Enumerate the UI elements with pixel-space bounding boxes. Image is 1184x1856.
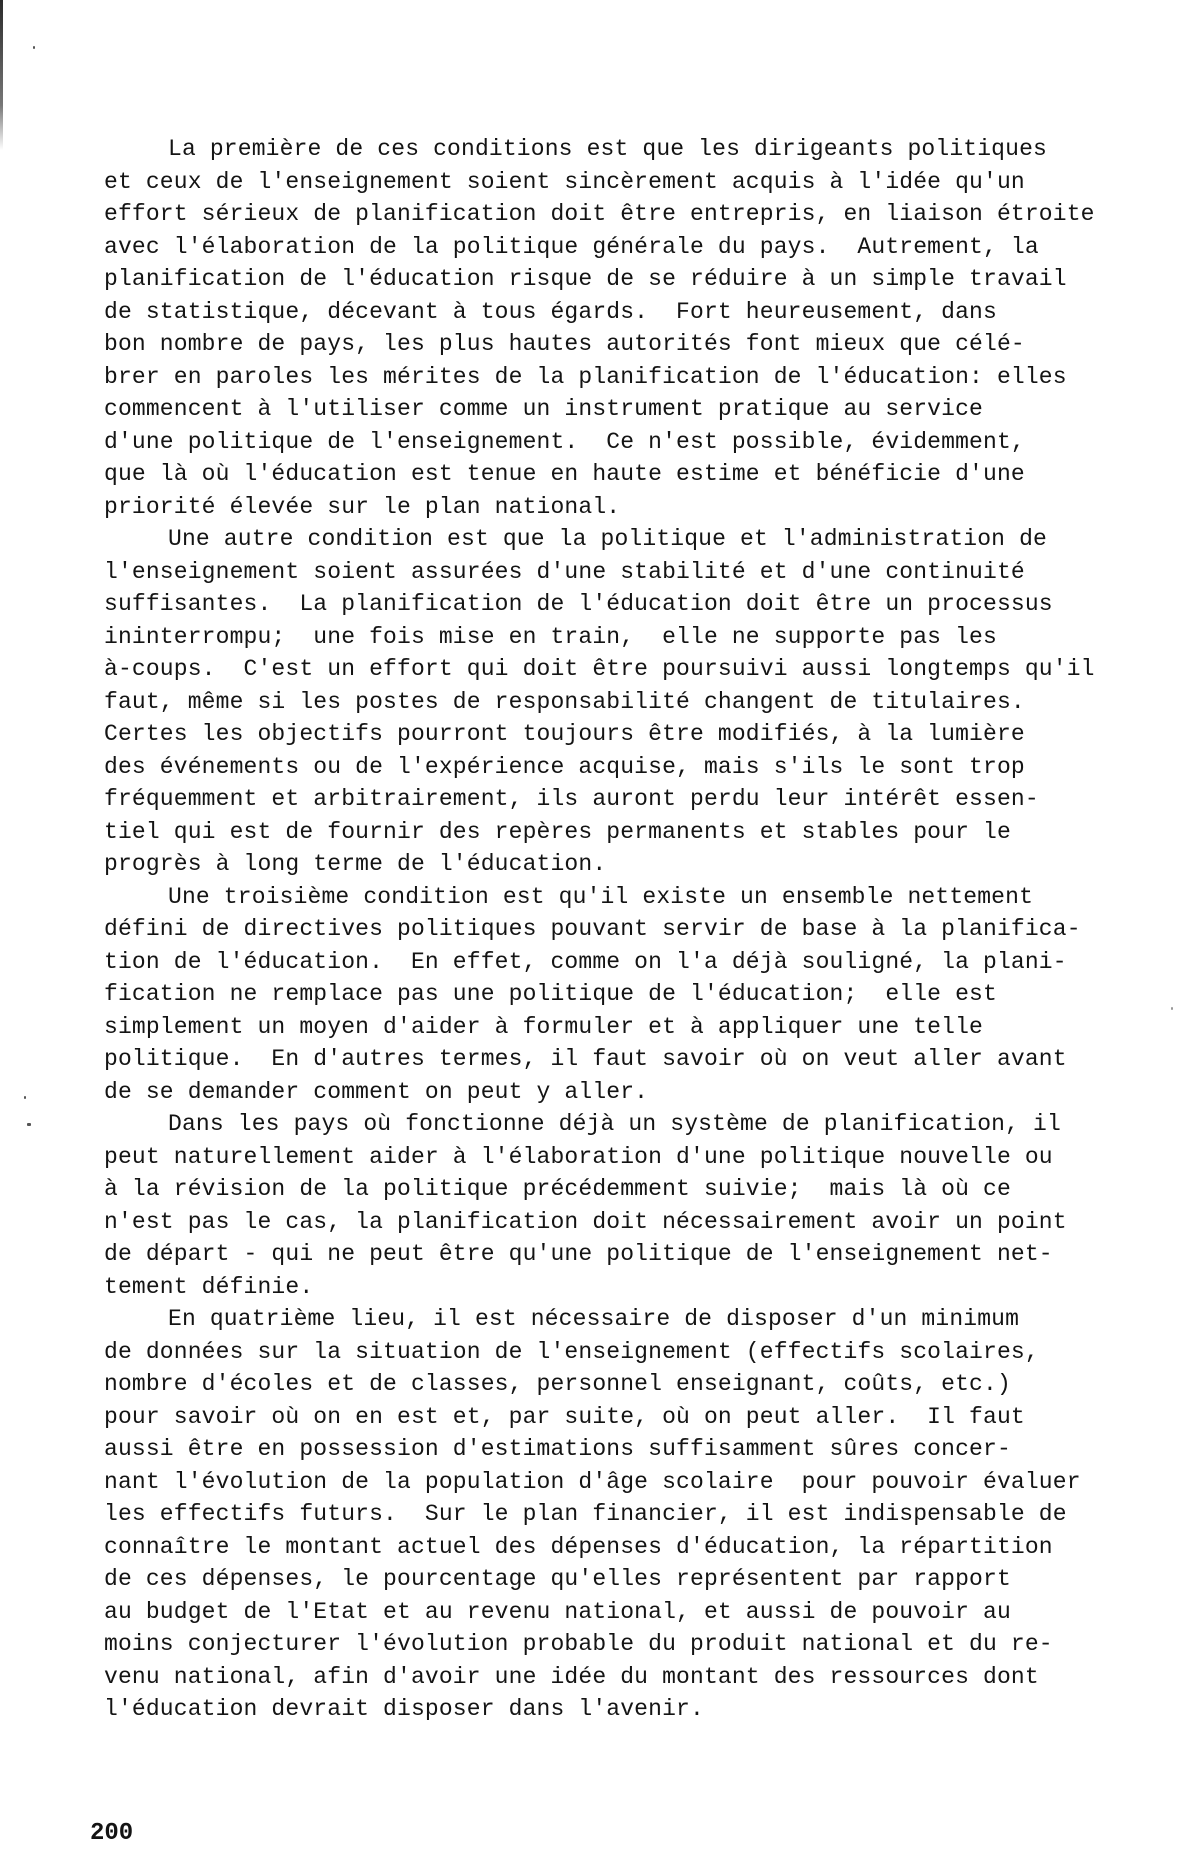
text-line: fication ne remplace pas une politique de l'éducation; elle est [104, 981, 997, 1007]
text-line: Dans les pays où fonctionne déjà un système de planification, il [168, 1111, 1061, 1137]
text-line: d'une politique de l'enseignement. Ce n'est possible, évidemment, [104, 428, 1025, 455]
text-line: suffisantes. La planification de l'éducation doit être un processus [104, 591, 1053, 617]
text-line: de données sur la situation de l'enseignement (effectifs scolaires, [104, 1338, 1039, 1365]
paragraph [104, 1108, 1084, 1303]
text-line: aussi être en possession d'estimations suffisamment sûres concer- [104, 1436, 1011, 1462]
text-line: commencent à l'utiliser comme un instrument pratique au service [104, 396, 983, 422]
text-line: peut naturellement aider à l'élaboration d'une politique nouvelle ou [104, 1143, 1053, 1170]
text-line: des événements ou de l'expérience acquise, mais s'ils le sont trop [104, 753, 1025, 780]
scan-speck [1171, 1007, 1173, 1010]
text-line: à la révision de la politique précédemment suivie; mais là où ce [104, 1176, 1011, 1202]
text-line: moins conjecturer l'évolution probable du produit national et du re- [104, 1631, 1053, 1657]
text-line: progrès à long terme de l'éducation. [104, 851, 607, 877]
text-line: nombre d'écoles et de classes, personnel enseignant, coûts, etc.) [104, 1371, 1011, 1397]
paragraph [104, 133, 1095, 523]
text-line: faut, même si les postes de responsabilité changent de titulaires. [104, 688, 1025, 715]
text-line: au budget de l'Etat et au revenu national, et aussi de pouvoir au [104, 1598, 1011, 1625]
text-line: fréquemment et arbitrairement, ils auront perdu leur intérêt essen- [104, 786, 1039, 812]
text-line: défini de directives politiques pouvant servir de base à la planifica- [104, 916, 1081, 942]
document-body [104, 133, 1095, 1726]
text-line: Certes les objectifs pourront toujours être modifiés, à la lumière [104, 721, 1025, 747]
text-line: La première de ces conditions est que les dirigeants politiques [168, 136, 1047, 162]
scan-speck [27, 1123, 31, 1126]
text-line: que là où l'éducation est tenue en haute estime et bénéficie d'une [104, 461, 1025, 487]
text-line: bon nombre de pays, les plus hautes autorités font mieux que célé- [104, 331, 1025, 357]
text-line: de départ - qui ne peut être qu'une politique de l'enseignement net- [104, 1241, 1053, 1267]
text-line: En quatrième lieu, il est nécessaire de disposer d'un minimum [168, 1306, 1020, 1332]
scan-edge-artifact [0, 0, 3, 150]
text-line: politique. En d'autres termes, il faut savoir où on veut aller avant [104, 1046, 1067, 1072]
page-number: 200 [90, 1820, 134, 1847]
text-line: de ces dépenses, le pourcentage qu'elles représentent par rapport [104, 1566, 1011, 1592]
paragraph [104, 1303, 1084, 1726]
text-line: Une autre condition est que la politique et l'administration de [168, 526, 1047, 552]
text-line: l'éducation devrait disposer dans l'avenir. [104, 1696, 704, 1722]
text-line: effort sérieux de planification doit être entrepris, en liaison étroite [104, 201, 1095, 227]
text-line: de statistique, décevant à tous égards. Fort heureusement, dans [104, 298, 997, 325]
text-line: à-coups. C'est un effort qui doit être poursuivi aussi longtemps qu'il [104, 656, 1095, 682]
text-line: et ceux de l'enseignement soient sincèrement acquis à l'idée qu'un [104, 168, 1025, 195]
text-line: l'enseignement soient assurées d'une stabilité et d'une continuité [104, 558, 1025, 585]
text-line: pour savoir où on en est et, par suite, où on peut aller. Il faut [104, 1403, 1025, 1430]
text-line: priorité élevée sur le plan national. [104, 493, 621, 520]
scan-speck [33, 46, 35, 49]
scan-speck [24, 1096, 26, 1099]
paragraph [104, 881, 1084, 1109]
text-line: tement définie. [104, 1273, 314, 1300]
text-line: avec l'élaboration de la politique générale du pays. Autrement, la [104, 233, 1039, 260]
text-line: simplement un moyen d'aider à formuler et à appliquer une telle [104, 1013, 983, 1040]
text-line: ininterrompu; une fois mise en train, elle ne supporte pas les [104, 623, 997, 650]
text-line: brer en paroles les mérites de la planification de l'éducation: elles [104, 363, 1067, 390]
paragraph [104, 523, 1095, 881]
text-line: les effectifs futurs. Sur le plan financier, il est indispensable de [104, 1501, 1067, 1527]
text-line: Une troisième condition est qu'il existe un ensemble nettement [168, 883, 1034, 910]
text-line: connaître le montant actuel des dépenses d'éducation, la répartition [104, 1533, 1053, 1560]
text-line: de se demander comment on peut y aller. [104, 1078, 649, 1105]
text-line: nant l'évolution de la population d'âge scolaire pour pouvoir évaluer [104, 1468, 1081, 1495]
text-line: tiel qui est de fournir des repères permanents et stables pour le [104, 818, 1011, 845]
text-line: planification de l'éducation risque de se réduire à un simple travail [104, 266, 1067, 292]
text-line: venu national, afin d'avoir une idée du montant des ressources dont [104, 1663, 1039, 1690]
text-line: tion de l'éducation. En effet, comme on l'a déjà souligné, la plani- [104, 948, 1067, 975]
text-line: n'est pas le cas, la planification doit nécessairement avoir un point [104, 1208, 1067, 1235]
